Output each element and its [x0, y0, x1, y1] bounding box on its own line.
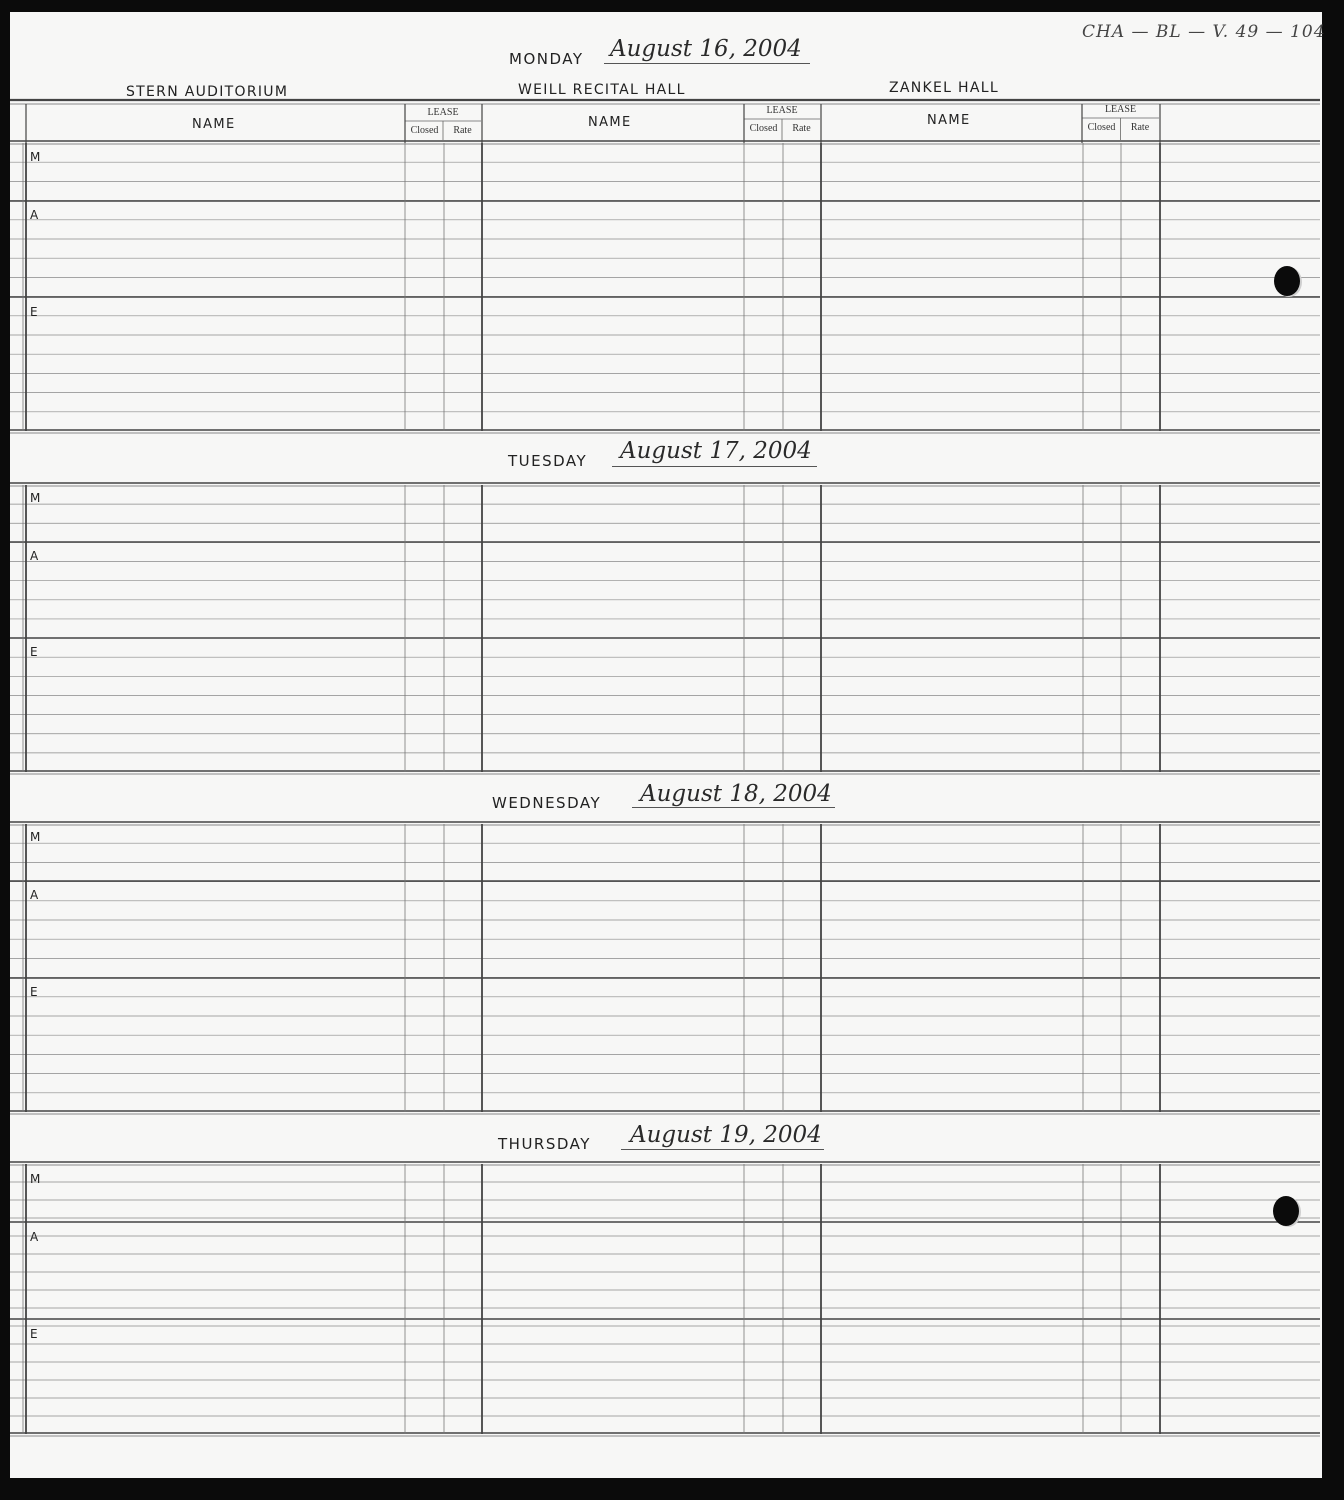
row-label-afternoon: A [30, 549, 39, 563]
handwritten-date-thursday: August 19, 2004 [630, 1122, 822, 1148]
row-label-morning: M [30, 830, 41, 844]
day-label-wednesday: WEDNESDAY [492, 794, 602, 812]
name-header-stern: NAME [192, 117, 236, 132]
closed-header-weill: Closed [749, 123, 778, 134]
row-label-morning: M [30, 491, 41, 505]
handwritten-date-wednesday: August 18, 2004 [640, 781, 832, 807]
binder-hole [1273, 1196, 1299, 1226]
rate-header-weill: Rate [792, 123, 811, 134]
rate-header-zankel: Rate [1130, 122, 1150, 133]
lease-header-weill: LEASE [766, 105, 798, 116]
venue-weill-recital-hall: WEILL RECITAL HALL [518, 82, 686, 98]
closed-header-zankel: Closed [1087, 122, 1116, 133]
row-label-afternoon: A [30, 888, 39, 902]
day-label-thursday: THURSDAY [498, 1135, 591, 1153]
row-label-afternoon: A [30, 208, 39, 222]
lease-header-zankel: LEASE [1104, 104, 1137, 115]
lease-header-stern: LEASE [427, 107, 459, 118]
row-label-evening: E [30, 645, 38, 659]
binder-hole [1274, 266, 1300, 296]
name-header-weill: NAME [588, 115, 632, 130]
date-underline-tuesday [612, 466, 817, 467]
handwritten-date-monday: August 16, 2004 [610, 36, 802, 62]
row-label-evening: E [30, 985, 38, 999]
day-label-tuesday: TUESDAY [508, 452, 588, 470]
row-label-evening: E [30, 305, 38, 319]
row-label-morning: M [30, 150, 41, 164]
archive-reference-note: CHA — BL — V. 49 — 104 [1082, 22, 1326, 42]
row-label-evening: E [30, 1327, 38, 1341]
date-underline-monday [604, 63, 810, 64]
closed-header-stern: Closed [410, 125, 439, 136]
row-label-afternoon: A [30, 1230, 39, 1244]
venue-zankel-hall: ZANKEL HALL [889, 80, 999, 96]
name-header-zankel: NAME [927, 113, 971, 128]
rate-header-stern: Rate [453, 125, 472, 136]
venue-stern-auditorium: STERN AUDITORIUM [126, 84, 289, 100]
row-label-morning: M [30, 1172, 41, 1186]
date-underline-wednesday [632, 807, 835, 808]
handwritten-date-tuesday: August 17, 2004 [620, 438, 812, 464]
day-label-monday: MONDAY [509, 50, 584, 68]
date-underline-thursday [621, 1149, 824, 1150]
